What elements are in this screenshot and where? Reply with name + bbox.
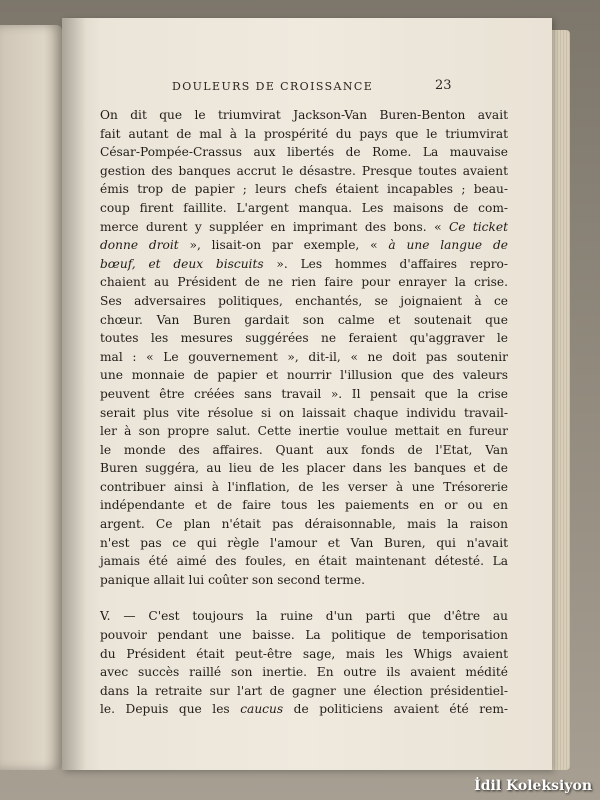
book-page bbox=[62, 18, 552, 770]
text-line: chaient au Président de ne rien faire pour enrayer la crise. bbox=[100, 275, 508, 290]
body-text bbox=[100, 106, 508, 719]
text-line: On dit que le triumvirat Jackson-Van Buren-Benton avait bbox=[100, 108, 508, 122]
text-line: fait autant de mal à la prospérité du pays que le triumvirat bbox=[100, 126, 508, 141]
text-line: gestion des banques accrut le désastre. Presque toutes avaient bbox=[100, 163, 508, 178]
watermark: İdil Koleksiyon bbox=[474, 778, 592, 794]
text-line: peuvent être créées sans travail ». Il pensait que la crise bbox=[100, 386, 508, 401]
text-line: chœur. Van Buren gardait son calme et soutenait que bbox=[100, 312, 508, 327]
text-line: Buren suggéra, au lieu de les placer dans les banques et de bbox=[100, 461, 508, 476]
text-line: du Président était peut-être sage, mais les Whigs avaient bbox=[100, 646, 508, 661]
text-line: coup firent faillite. L'argent manqua. Les maisons de com- bbox=[100, 200, 508, 215]
running-title: DOULEURS DE CROISSANCE bbox=[172, 80, 374, 93]
facing-page-edge bbox=[0, 25, 62, 770]
text-line: le. Depuis que les caucus de politiciens avaient été rem- bbox=[100, 702, 508, 717]
paragraph-2 bbox=[100, 607, 508, 719]
text-line: bœuf, et deux biscuits ». Les hommes d'affaires repro- bbox=[100, 256, 508, 271]
gutter-shadow bbox=[62, 18, 86, 770]
text-line: jamais été aimé des foules, en était maintenant détesté. La bbox=[100, 554, 508, 569]
text-line: merce durent y suppléer en imprimant des bons. « Ce ticket bbox=[100, 219, 508, 234]
text-line: dans la retraite sur l'art de gagner une élection présidentiel- bbox=[100, 683, 508, 698]
paragraph-1 bbox=[100, 106, 508, 589]
text-line: émis trop de papier ; leurs chefs étaient incapables ; beau- bbox=[100, 182, 508, 197]
text-line: le monde des affaires. Quant aux fonds de l'Etat, Van bbox=[100, 442, 508, 457]
page-number: 23 bbox=[435, 78, 452, 93]
text-line: toutes les mesures suggérées ne feraient qu'aggraver le bbox=[100, 331, 508, 346]
text-line: une monnaie de papier et nourrir l'illusion que des valeurs bbox=[100, 368, 508, 383]
text-line: indépendante et de faire tous les paiements en or ou en bbox=[100, 498, 508, 513]
text-line: n'est pas ce qui règle l'amour et Van Buren, qui n'avait bbox=[100, 535, 508, 550]
text-line: panique allait lui coûter son second terme. bbox=[100, 572, 365, 587]
text-line: donne droit », lisait-on par exemple, « à une langue de bbox=[100, 238, 508, 253]
text-line: contribuer ainsi à l'inflation, de les verser à une Trésorerie bbox=[100, 479, 508, 494]
text-line: V. — C'est toujours la ruine d'un parti que d'être au bbox=[100, 609, 508, 624]
text-line: César-Pompée-Crassus aux libertés de Rome. La mauvaise bbox=[100, 145, 508, 160]
text-line: Ses adversaires politiques, enchantés, se joignaient à ce bbox=[100, 293, 508, 308]
text-line: argent. Ce plan n'était pas déraisonnable, mais la raison bbox=[100, 517, 508, 532]
text-line: avec succès raillé son inertie. En outre ils avaient médité bbox=[100, 665, 508, 680]
text-line: mal : « Le gouvernement », dit-il, « ne doit pas soutenir bbox=[100, 349, 508, 364]
text-line: ler à son propre salut. Cette inertie voulue mettait en fureur bbox=[100, 424, 508, 439]
text-line: pouvoir pendant une baisse. La politique de temporisation bbox=[100, 628, 508, 643]
text-line: serait plus vite résolue si on laissait chaque individu travail- bbox=[100, 405, 508, 420]
